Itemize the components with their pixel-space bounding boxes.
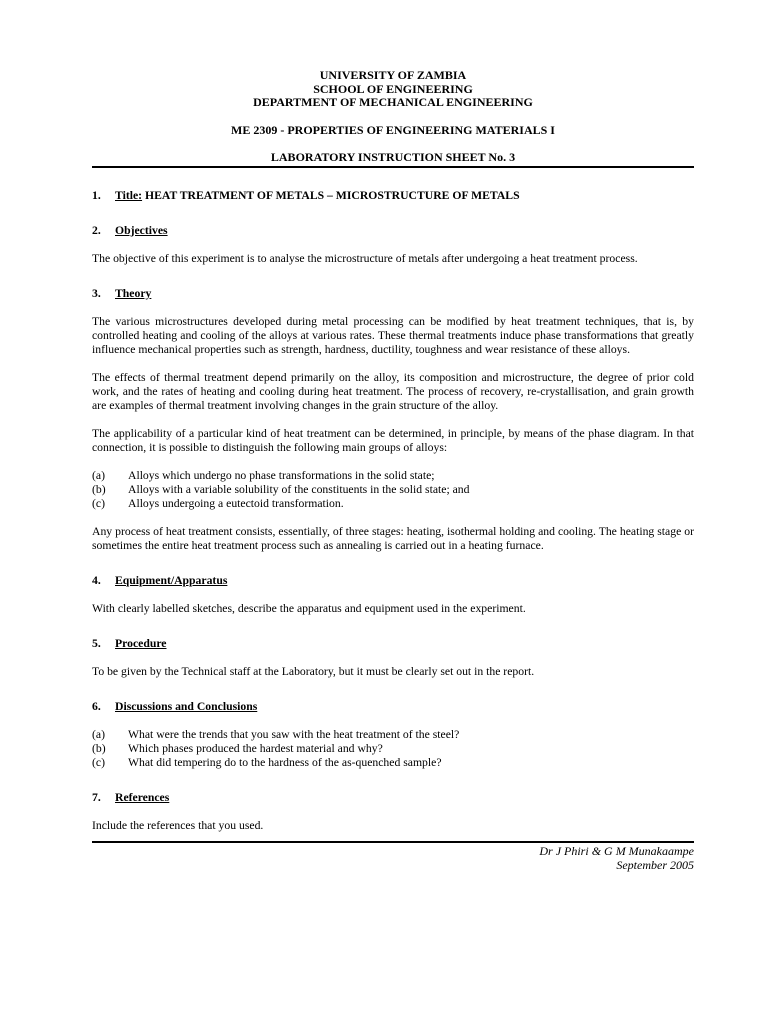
header-rule [92,166,694,168]
list-item-label: (c) [92,755,105,769]
list-item-label: (c) [92,496,105,510]
theory-paragraph-2: The effects of thermal treatment depend primarily on the alloy, its composition and microstructure, the degree of prior cold work, and the rates of heating and cooling during heat treatment. The process of recovery, re-crystallisation, and grain growth are examples of thermal treatment involving changes in the grain structure of the alloy. [92,370,694,412]
section-number: 1. [92,188,101,202]
list-item [92,497,694,511]
section-number: 6. [92,699,101,713]
list-item [92,756,694,770]
list-item-text: Alloys which undergo no phase transformations in the solid state; [128,468,435,482]
list-item-text: Alloys undergoing a eutectoid transformation. [128,496,344,510]
list-item [92,483,694,497]
course-title: ME 2309 - PROPERTIES OF ENGINEERING MATERIALS I [231,122,555,137]
footer-authors: Dr J Phiri & G M Munakaampe [539,843,694,858]
department-name: DEPARTMENT OF MECHANICAL ENGINEERING [253,95,533,109]
section-2-heading [92,224,694,238]
list-item-text: Alloys with a variable solubility of the constituents in the solid state; and [128,482,470,496]
section-title: Equipment/Apparatus [115,573,228,587]
footer-date: September 2005 [616,858,694,872]
section-number: 2. [92,223,101,237]
references-paragraph: Include the references that you used. [92,818,264,832]
experiment-title: HEAT TREATMENT OF METALS – MICROSTRUCTURE OF METALS [144,188,520,202]
list-item-text: What did tempering do to the hardness of the as-quenched sample? [128,755,442,769]
list-item [92,728,694,742]
list-item-text: Which phases produced the hardest material and why? [128,741,383,755]
section-title: Discussions and Conclusions [115,699,258,713]
section-number: 3. [92,286,101,300]
title-label: Title: [115,188,143,202]
section-title: Theory [115,286,152,300]
list-item-label: (a) [92,727,105,741]
procedure-paragraph: To be given by the Technical staff at the Laboratory, but it must be clearly set out in the report. [92,664,535,678]
section-6-heading [92,700,694,714]
list-item-label: (b) [92,741,106,755]
list-item [92,469,694,483]
list-item [92,742,694,756]
theory-paragraph-3: The applicability of a particular kind of heat treatment can be determined, in principle, by means of the phase diagram. In that connection, it is possible to distinguish the following main groups of alloys: [92,426,694,454]
section-number: 5. [92,636,101,650]
list-item-text: What were the trends that you saw with the heat treatment of the steel? [128,727,460,741]
list-item-label: (b) [92,482,106,496]
section-title: Procedure [115,636,167,650]
list-item-label: (a) [92,468,105,482]
section-5-heading [92,637,694,651]
theory-paragraph-4: Any process of heat treatment consists, essentially, of three stages: heating, isothermal holding and cooling. The heating stage or sometimes the entire heat treatment process such as annealing is carried out in a heating furnace. [92,524,694,552]
theory-paragraph-1: The various microstructures developed during metal processing can be modified by heat treatment techniques, that is, by controlled heating and cooling of the alloys at various rates. These thermal treatments induce phase transformations that greatly influence mechanical properties such as strength, hardness, ductility, toughness and wear resistance of these alloys. [92,314,694,356]
section-3-heading [92,287,694,301]
objectives-paragraph: The objective of this experiment is to analyse the microstructure of metals after undergoing a heat treatment process. [92,251,638,265]
section-title: References [115,790,170,804]
discussion-questions-list [92,728,694,770]
section-7-heading [92,791,694,805]
university-name: UNIVERSITY OF ZAMBIA [319,68,467,82]
section-number: 4. [92,573,101,587]
section-1-heading [92,189,694,203]
alloy-groups-list [92,469,694,511]
section-number: 7. [92,790,101,804]
school-name: SCHOOL OF ENGINEERING [313,81,473,96]
equipment-paragraph: With clearly labelled sketches, describe the apparatus and equipment used in the experiment. [92,601,526,615]
section-title: Objectives [115,223,168,237]
sheet-title: LABORATORY INSTRUCTION SHEET No. 3 [270,150,516,164]
document-content [92,69,694,873]
footer-rule [92,841,694,843]
section-4-heading [92,574,694,588]
